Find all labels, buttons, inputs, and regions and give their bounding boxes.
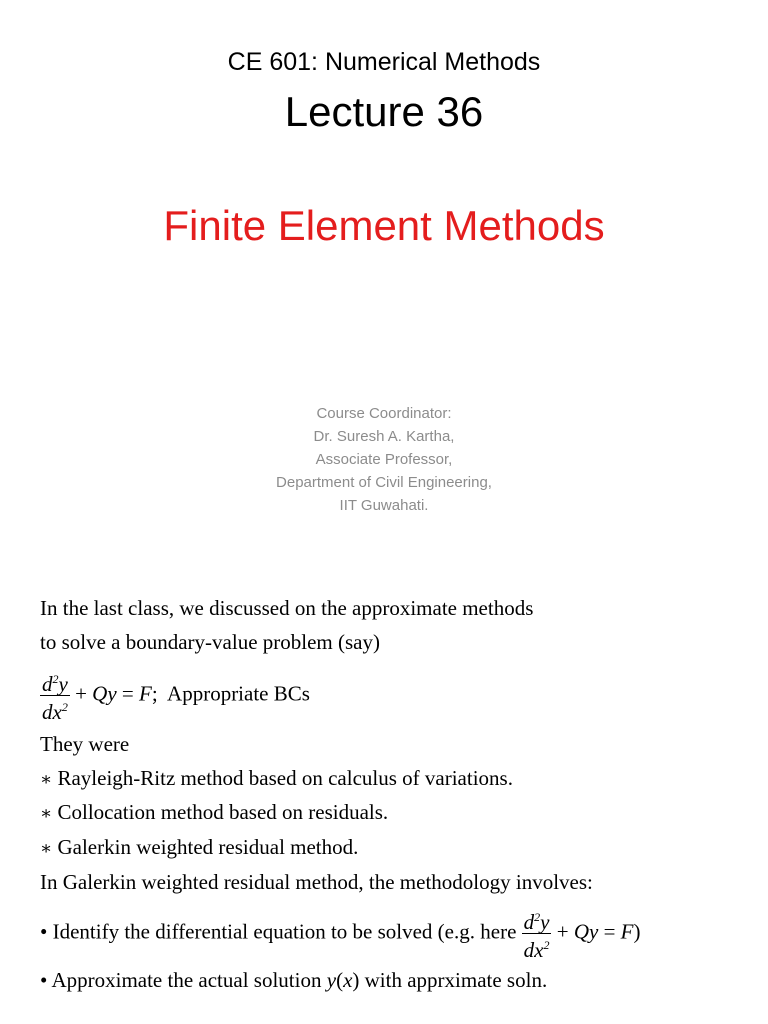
equation-rhs: + Qy = F; <box>75 681 163 706</box>
coordinator-line: IIT Guwahati. <box>339 497 429 514</box>
asterisk-bullet-icon: ∗ <box>40 838 53 858</box>
equation-rhs: + Qy = F) <box>556 919 641 944</box>
coordinator-line: Dr. Suresh A. Kartha, <box>313 428 455 445</box>
step-approximate: • Approximate the actual solution y(x) with apprximate soln. <box>40 968 548 992</box>
course-title: CE 601: Numerical Methods <box>227 48 541 76</box>
intro-line-1: In the last class, we discussed on the approximate methods <box>40 596 534 620</box>
asterisk-bullet-icon: ∗ <box>40 803 53 823</box>
equation-bc-label: Appropriate BCs <box>167 681 310 706</box>
asterisk-bullet-icon: ∗ <box>40 769 53 789</box>
step-approximate-text: Approximate the actual solution <box>51 968 322 992</box>
method-item <box>40 766 513 791</box>
coordinator-block <box>0 402 768 517</box>
method-item <box>40 800 388 825</box>
intro-line-2: to solve a boundary-value problem (say) <box>40 630 380 654</box>
bvp-equation <box>40 668 310 723</box>
lecture-number: Lecture 36 <box>284 88 484 135</box>
second-derivative-fraction: $\frac{d^2y}{dx^2}$ <box>40 668 70 723</box>
they-were-label: They were <box>40 732 130 756</box>
coordinator-line: Department of Civil Engineering, <box>276 474 492 491</box>
step-identify-text: Identify the differential equation to be solved (e.g. here <box>52 919 517 944</box>
lecture-topic: Finite Element Methods <box>163 202 605 249</box>
dot-bullet-icon: • <box>40 919 48 944</box>
step-approximate-suffix: with apprximate soln. <box>364 968 548 992</box>
coordinator-line: Associate Professor, <box>315 451 453 468</box>
content-slide <box>0 576 768 1024</box>
coordinator-line: Course Coordinator: <box>316 405 452 422</box>
step-identify <box>40 906 640 961</box>
solution-symbol: y <box>326 968 337 992</box>
method-item <box>40 835 358 860</box>
dot-bullet-icon: • <box>40 968 48 992</box>
method-label: Rayleigh-Ritz method based on calculus of variations. <box>57 766 513 790</box>
galerkin-intro: In Galerkin weighted residual method, the methodology involves: <box>40 870 593 894</box>
method-label: Collocation method based on residuals. <box>57 800 389 824</box>
second-derivative-fraction: $\frac{d^2y}{dx^2}$ <box>522 906 552 961</box>
method-label: Galerkin weighted residual method. <box>57 835 359 859</box>
